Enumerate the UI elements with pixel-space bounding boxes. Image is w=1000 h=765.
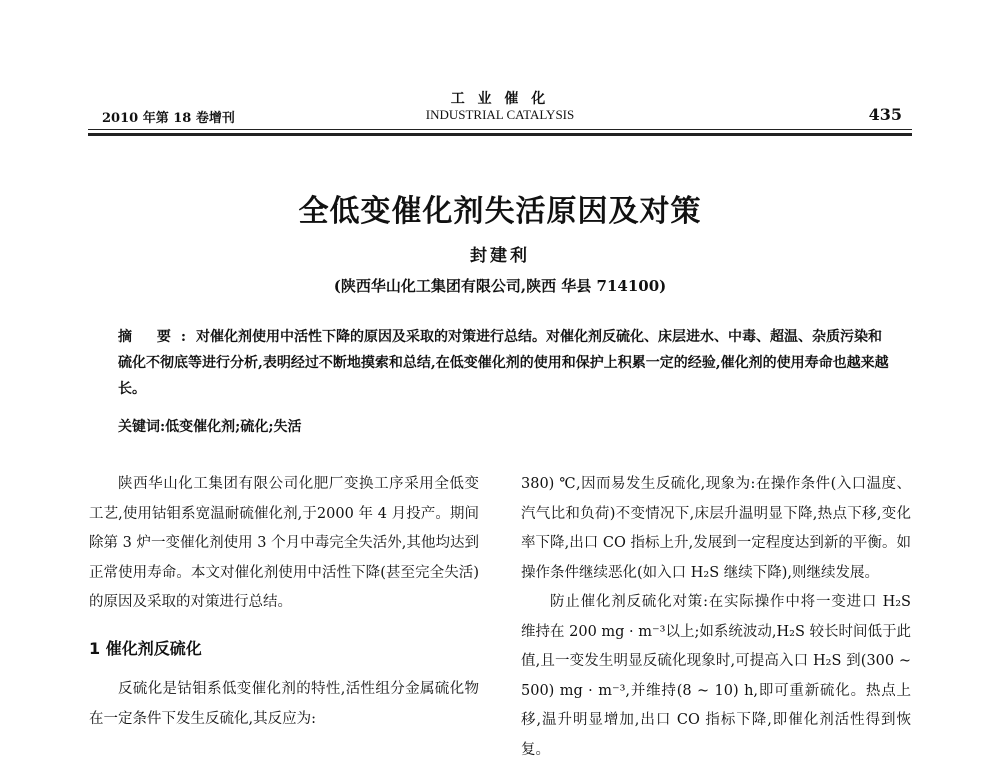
right-paragraph-2: 防止催化剂反硫化对策:在实际操作中将一变进口 H₂S 维持在 200 mg · m⁻³以上;如系统波动,H₂S 较长时间低于此值,且一变发生明显反硫化现象时,可提高入口 H₂S 到(300 ~ 500) mg · m⁻³,并维持(8 ~ 10) h,即可重新硫化。热点上移,温升明显增加,出口 CO 指标下降,即催化剂活性得到恢复。 bbox=[521, 594, 911, 758]
abstract-label: 摘 要: bbox=[118, 329, 197, 345]
article-author: 封建利 bbox=[470, 246, 530, 266]
right-paragraph-1: 380) ℃,因而易发生反硫化,现象为:在操作条件(入口温度、汽气比和负荷)不变情况下,床层升温明显下降,热点下移,变化率下降,出口 CO 指标上升,发展到一定程度达到新的平衡。如操作条件继续恶化(如入口 H₂S 继续下降),则继续发展。 bbox=[521, 476, 911, 581]
journal-name-en: INDUSTRIAL CATALYSIS bbox=[425, 107, 575, 122]
header-rule-thin bbox=[88, 129, 912, 130]
abstract-text: 对催化剂使用中活性下降的原因及采取的对策进行总结。对催化剂反硫化、床层进水、中毒、超温、杂质污染和硫化不彻底等进行分析,表明经过不断地摸索和总结,在低变催化剂的使用和保护上积累一定的经验,催化剂的使用寿命也越来越长。 bbox=[118, 329, 889, 397]
keywords-label: 关键词: bbox=[118, 419, 166, 435]
journal-name bbox=[0, 91, 1000, 122]
section-heading-1: 1 催化剂反硫化 bbox=[89, 638, 202, 658]
author-affiliation: (陕西华山化工集团有限公司,陕西 华县 714100) bbox=[333, 277, 667, 295]
issue-info: 2010 年第 18 卷增刊 bbox=[102, 111, 235, 126]
keywords-text: 低变催化剂;硫化;失活 bbox=[165, 419, 302, 435]
abstract bbox=[118, 324, 890, 402]
intro-paragraph: 陕西华山化工集团有限公司化肥厂变换工序采用全低变工艺,使用钴钼系宽温耐硫催化剂,于2000 年 4 月投产。期间除第 3 炉一变催化剂使用 3 个月中毒完全失活外,其他均达到正常使用寿命。本文对催化剂使用中活性下降(甚至完全失活)的原因及采取的对策进行总结。 bbox=[89, 476, 479, 610]
header-rule-thick bbox=[88, 133, 912, 136]
journal-name-cn: 工 业 催 化 bbox=[450, 91, 550, 107]
article-title: 全低变催化剂失活原因及对策 bbox=[298, 194, 702, 229]
body-column-right bbox=[521, 470, 911, 765]
page-number: 435 bbox=[868, 105, 902, 124]
section1-paragraph: 反硫化是钴钼系低变催化剂的特性,活性组分金属硫化物在一定条件下发生反硫化,其反应为: bbox=[89, 681, 479, 727]
body-column-left bbox=[89, 470, 479, 734]
keywords bbox=[118, 415, 890, 439]
